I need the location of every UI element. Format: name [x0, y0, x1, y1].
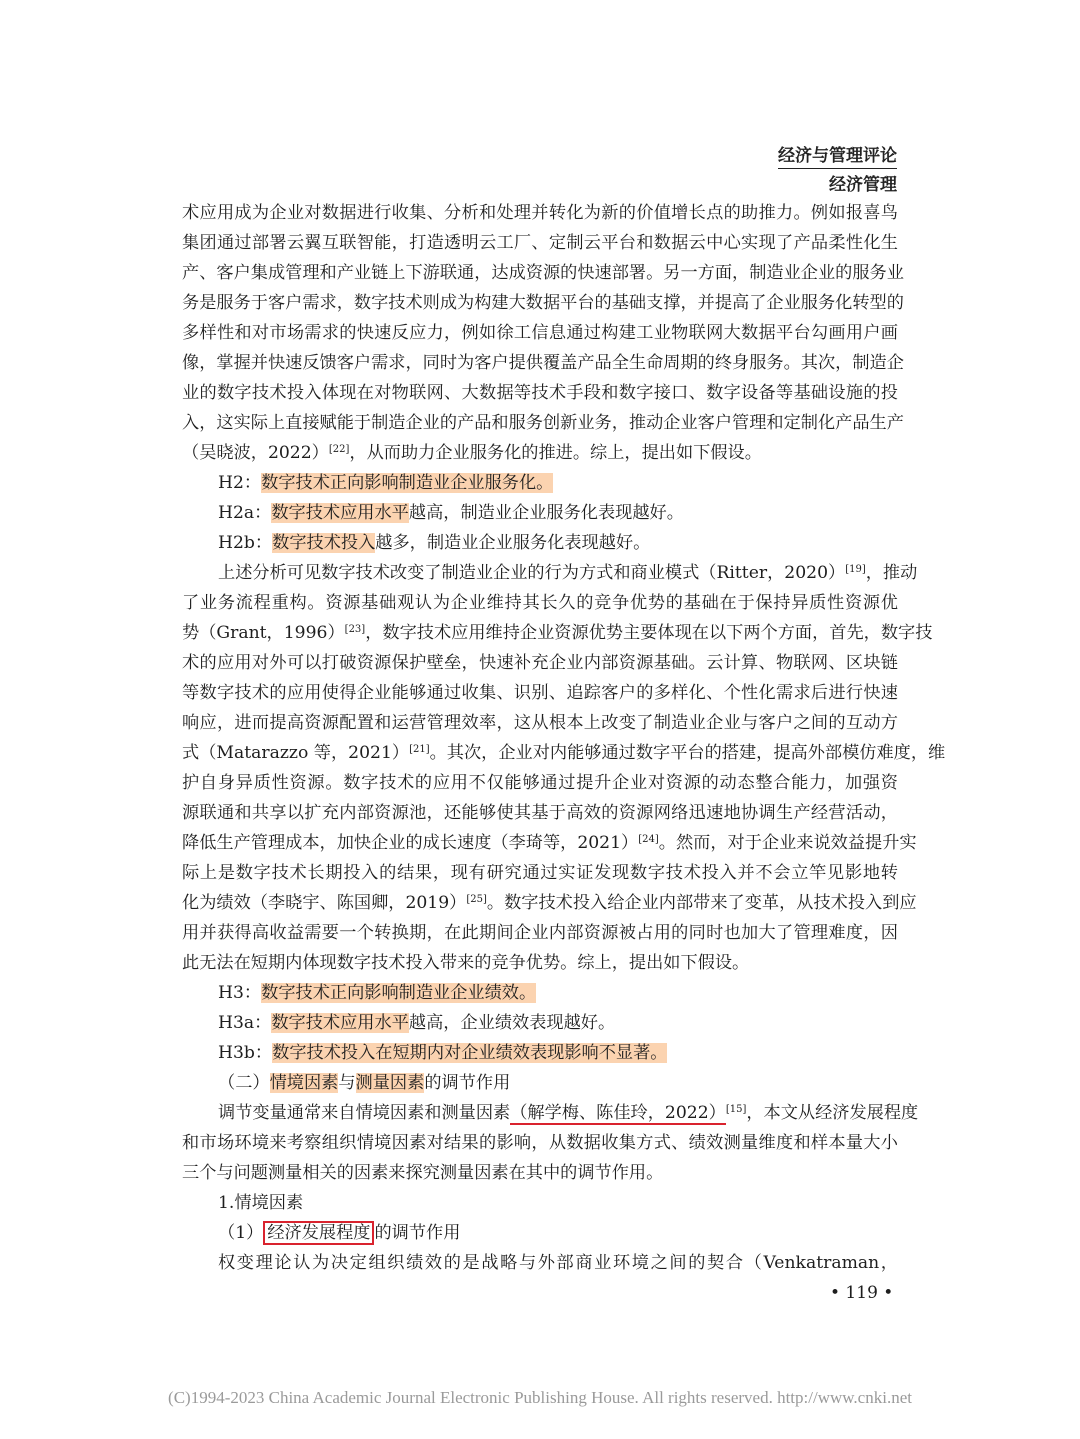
text: ，数字技术应用维持企业资源优势主要体现在以下两个方面，首先，数字技 — [365, 623, 933, 643]
highlighted-text: 数字技术投入在短期内对企业绩效表现影响不显著。 — [272, 1043, 668, 1063]
text: 越多，制造业企业服务化表现越好。 — [375, 533, 651, 553]
text-line: 了业务流程重构。资源基础观认为企业维持其长久的竞争优势的基础在于保持异质性资源优 — [182, 593, 898, 613]
text-line: 术应用成为企业对数据进行收集、分析和处理并转化为新的价值增长点的助推力。例如报喜鸟 — [182, 203, 898, 223]
reference-marker: [19] — [845, 564, 866, 575]
text-line: 三个与问题测量相关的因素来探究测量因素在其中的调节作用。 — [182, 1163, 664, 1183]
hypothesis-h3b — [218, 1039, 934, 1068]
text: ，推动 — [865, 563, 918, 583]
highlighted-text: 情境因素 — [269, 1073, 339, 1093]
highlighted-text: 数字技术正向影响制造业企业绩效。 — [261, 983, 537, 1003]
text: 越高，企业绩效表现越好。 — [408, 1013, 616, 1033]
text: 势（Grant，1996） — [182, 623, 345, 643]
text-line: 集团通过部署云翼互联智能，打造透明云工厂、定制云平台和数据云中心实现了产品柔性化生 — [182, 233, 898, 253]
text-line: 此无法在短期内体现数字技术投入带来的竞争优势。综上，提出如下假设。 — [182, 953, 750, 973]
text: 上述分析可见数字技术改变了制造业企业的行为方式和商业模式（Ritter，2020） — [218, 563, 846, 583]
reference-marker: [23] — [344, 624, 366, 635]
hypothesis-label: H2： — [218, 473, 262, 493]
hypothesis-h3 — [218, 979, 934, 1008]
highlighted-text: 数字技术应用水平 — [271, 1013, 409, 1033]
subheading: 1.情境因素 — [218, 1193, 304, 1213]
hypothesis-label: H2a： — [218, 503, 272, 523]
reference-marker: [15] — [725, 1104, 747, 1115]
text: 化为绩效（李晓宇、陈国卿，2019） — [182, 893, 467, 913]
text: 的调节作用 — [374, 1223, 461, 1243]
section-title: 经济管理 — [829, 175, 897, 195]
hypothesis-label: H3： — [218, 983, 262, 1003]
hypothesis-label: H3b： — [218, 1043, 273, 1063]
text: ，从而助力企业服务化的推进。综上，提出如下假设。 — [349, 443, 762, 463]
text: 。然而，对于企业来说效益提升实 — [658, 833, 917, 853]
text-line — [182, 829, 917, 858]
text: 式（Matarazzo 等，2021） — [182, 743, 410, 763]
hypothesis-h3a — [218, 1009, 934, 1038]
text: ，本文从经济发展程度 — [746, 1103, 919, 1123]
text-line: 护自身异质性资源。数字技术的应用不仅能够通过提升企业对资源的动态整合能力，加强资 — [182, 773, 898, 793]
text-line: 业的数字技术投入体现在对物联网、大数据等技术手段和数字接口、数字设备等基础设施的投 — [182, 383, 898, 403]
subheading — [218, 1219, 934, 1248]
text-line: 术的应用对外可以打破资源保护壁垒，快速补充企业内部资源基础。云计算、物联网、区块链 — [182, 653, 898, 673]
text-line — [182, 739, 946, 768]
reference-marker: [25] — [466, 894, 487, 905]
text-line: 像，掌握并快速反馈客户需求，同时为客户提供覆盖产品全生命周期的终身服务。其次，制造企 — [182, 353, 904, 373]
section-heading — [218, 1069, 934, 1098]
reference-marker: [21] — [409, 744, 430, 755]
text-line: 响应，进而提高资源配置和运营管理效率，这从根本上改变了制造业企业与客户之间的互动方 — [182, 713, 898, 733]
text-line: 源联通和共享以扩充内部资源池，还能够使其基于高效的资源网络迅速地协调生产经营活动， — [182, 803, 898, 823]
text: （二） — [218, 1073, 270, 1093]
text-line: 和市场环境来考察组织情境因素对结果的影响，从数据收集方式、绩效测量维度和样本量大小 — [182, 1133, 898, 1153]
text: 调节变量通常来自情境因素和测量因素 — [218, 1103, 511, 1123]
text: （1） — [218, 1223, 264, 1243]
text-line: 用并获得高收益需要一个转换期，在此期间企业内部资源被占用的同时也加大了管理难度，因 — [182, 923, 898, 943]
text: 。其次，企业对内能够通过数字平台的搭建，提高外部模仿难度，维 — [429, 743, 946, 763]
hypothesis-label: H3a： — [218, 1013, 272, 1033]
reference-marker: [24] — [638, 834, 659, 845]
text-line — [182, 889, 917, 918]
text-line: 产、客户集成管理和产业链上下游联通，达成资源的快速部署。另一方面，制造业企业的服务业 — [182, 263, 904, 283]
hypothesis-h2 — [218, 469, 934, 498]
text-line: 权变理论认为决定组织绩效的是战略与外部商业环境之间的契合（Venkatraman， — [218, 1253, 898, 1273]
highlighted-text: 数字技术投入 — [272, 533, 376, 553]
text: 降低生产管理成本，加快企业的成长速度（李琦等，2021） — [182, 833, 639, 853]
text-line — [182, 439, 898, 468]
highlighted-text: 数字技术正向影响制造业企业服务化。 — [261, 473, 554, 493]
text-line — [182, 619, 933, 648]
text-line: 多样性和对市场需求的快速反应力，例如徐工信息通过构建工业物联网大数据平台勾画用户画 — [182, 323, 898, 343]
copyright-footer: (C)1994-2023 China Academic Journal Electronic Publishing House. All rights reserved. http://www.cnki.net — [168, 1388, 912, 1407]
text: 越高，制造业企业服务化表现越好。 — [408, 503, 684, 523]
hypothesis-h2a — [218, 499, 934, 528]
text: 。数字技术投入给企业内部带来了变革，从技术投入到应 — [486, 893, 917, 913]
text-line: 际上是数字技术长期投入的结果，现有研究通过实证发现数字技术投入并不会立竿见影地转 — [182, 863, 898, 883]
boxed-text: 经济发展程度 — [263, 1221, 374, 1245]
hypothesis-label: H2b： — [218, 533, 273, 553]
text-line — [218, 559, 918, 588]
reference-marker: [22] — [328, 444, 350, 455]
text-line: 等数字技术的应用使得企业能够通过收集、识别、追踪客户的多样化、个性化需求后进行快速 — [182, 683, 898, 703]
text: 与 — [338, 1073, 356, 1093]
underlined-citation: （解学梅、陈佳玲，2022） — [510, 1103, 726, 1123]
text-line: 入，这实际上直接赋能于制造企业的产品和服务创新业务，推动企业客户管理和定制化产品生产 — [182, 413, 904, 433]
text-line: 务是服务于客户需求，数字技术则成为构建大数据平台的基础支撑，并提高了企业服务化转型的 — [182, 293, 904, 313]
text: 的调节作用 — [424, 1073, 511, 1093]
highlighted-text: 测量因素 — [355, 1073, 425, 1093]
citation: （吴晓波，2022） — [182, 443, 329, 463]
journal-title: 经济与管理评论 — [778, 141, 897, 166]
hypothesis-h2b — [218, 529, 934, 558]
highlighted-text: 数字技术应用水平 — [271, 503, 409, 523]
page-number: • 119 • — [830, 1283, 894, 1303]
text-line — [218, 1099, 919, 1128]
